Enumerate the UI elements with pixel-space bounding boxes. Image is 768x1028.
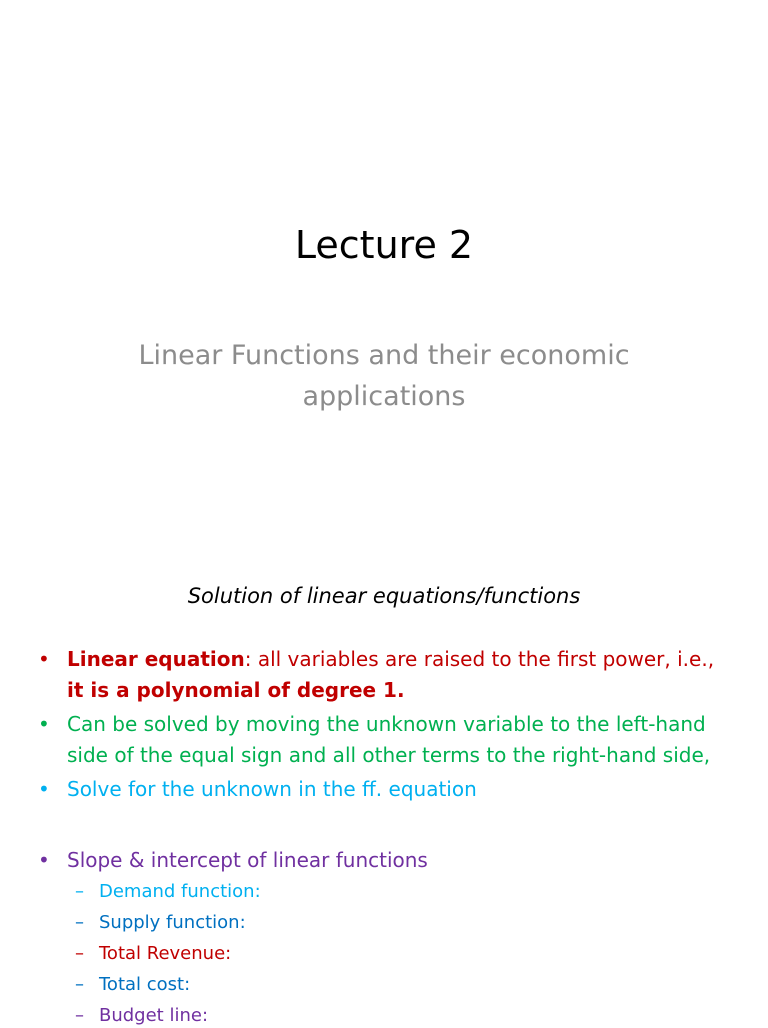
dash-icon: – [75, 912, 84, 933]
bullet-text: Slope & intercept of linear functions [67, 848, 428, 872]
subitem-text: Supply function: [99, 912, 246, 933]
dash-icon: – [75, 1005, 84, 1026]
dash-icon: – [75, 974, 84, 995]
slide-subtitle: Linear Functions and their economic applications [138, 340, 630, 412]
bullet-continuation: it is a polynomial of degree 1. [67, 677, 405, 702]
dash-icon: – [75, 881, 84, 902]
subitem-text: Demand function: [99, 881, 261, 902]
bullet-text [67, 644, 737, 705]
bullet-dot-icon: • [38, 777, 50, 801]
bullet-text [67, 709, 737, 770]
bullet-dot-icon: • [38, 647, 50, 671]
dash-icon: – [75, 943, 84, 964]
bullet-line-1: Can be solved by moving the unknown variable to the left-hand [67, 712, 706, 736]
bullet-term: Linear equation [67, 647, 245, 671]
subitem-text: Budget line: [99, 1005, 209, 1026]
section-heading: Solution of linear equations/functions [187, 584, 581, 608]
bullet-dot-icon: • [38, 848, 50, 872]
bullet-line-2: side of the equal sign and all other terms to the right-hand side, [67, 742, 711, 767]
slide-title: Lecture 2 [294, 223, 474, 267]
bullet-text: Solve for the unknown in the ff. equation [67, 777, 477, 801]
bullet-definition: : all variables are raised to the first power, i.e., [244, 647, 715, 671]
bullet-dot-icon: • [38, 712, 50, 736]
subitem-text: Total cost: [99, 974, 191, 995]
subitem-text: Total Revenue: [99, 943, 232, 964]
